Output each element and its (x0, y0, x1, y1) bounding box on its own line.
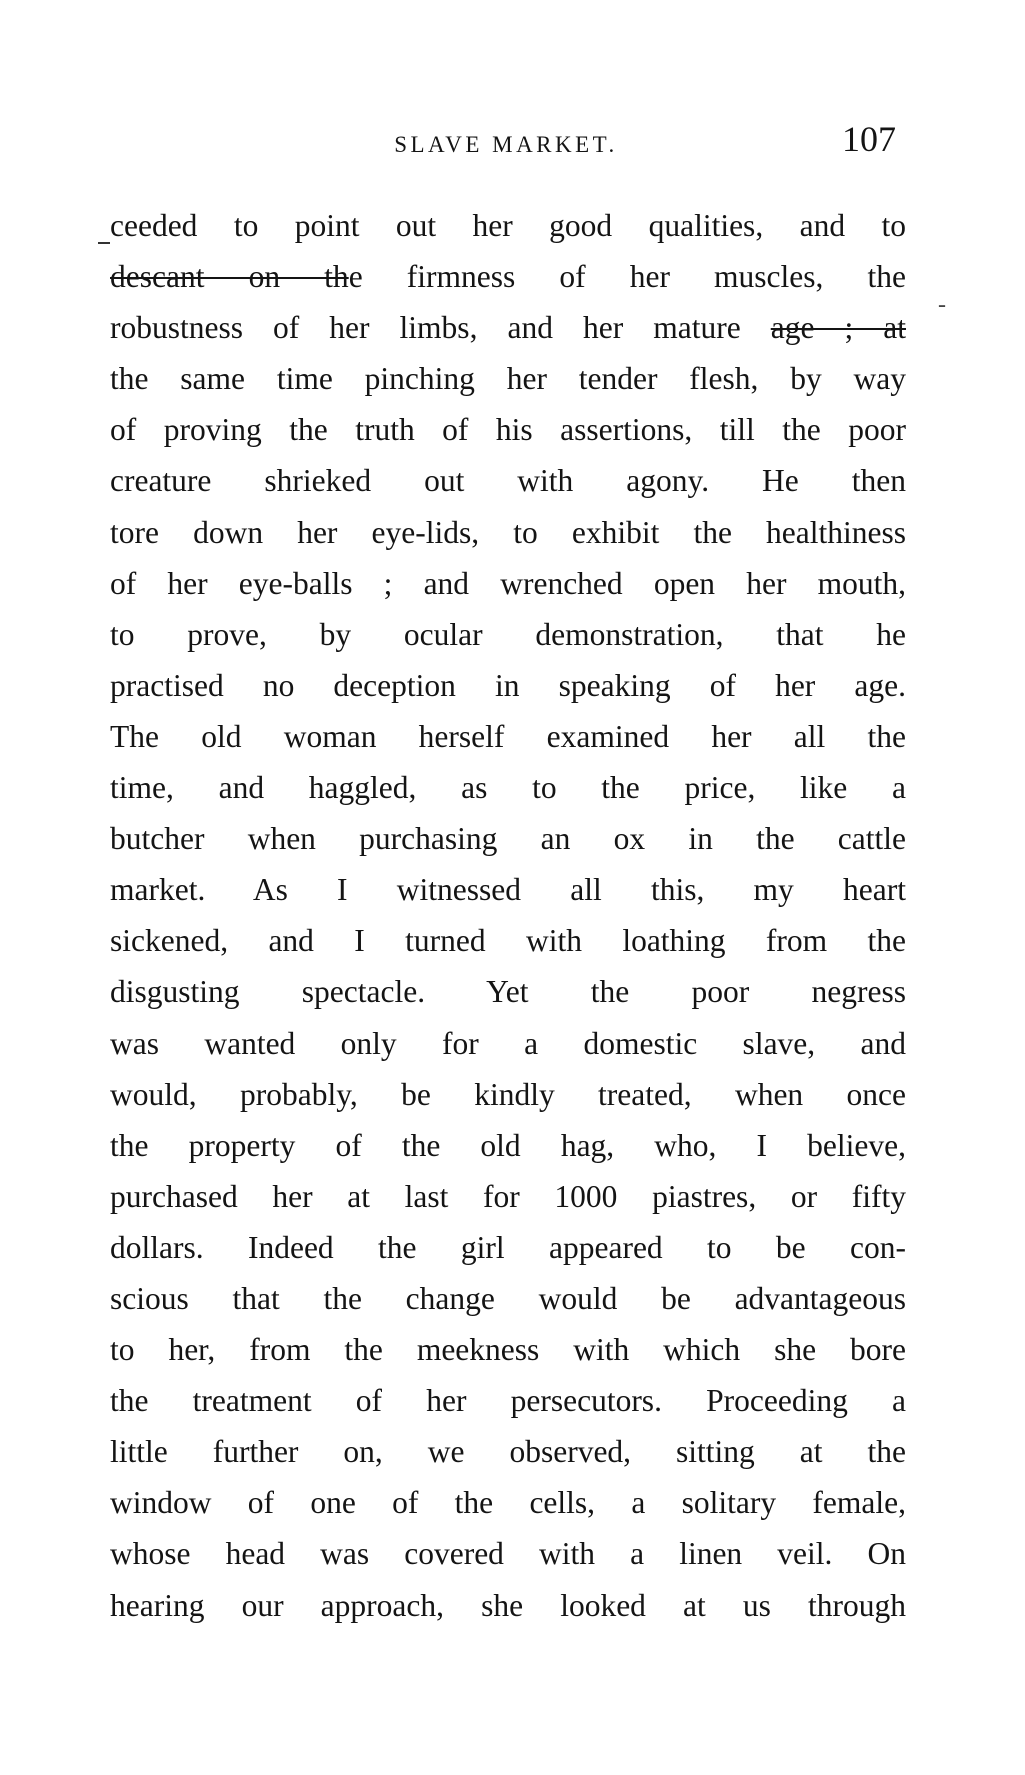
text-line: of proving the truth of his assertions, till the poor (110, 412, 906, 448)
text-line: little further on, we observed, sitting at the (110, 1434, 906, 1470)
text-line: market. As I witnessed all this, my heart (110, 872, 906, 908)
page-number: 107 (842, 119, 896, 159)
text-line: practised no deception in speaking of her age. (110, 667, 906, 703)
text-line: tore down her eye-lids, to exhibit the healthiness (110, 514, 906, 550)
margin-mark-left (98, 242, 110, 244)
text-line: scious that the change would be advantageous (110, 1280, 906, 1316)
margin-mark-right: - (938, 292, 946, 318)
struck-text: descant on th (110, 259, 349, 295)
text-line (110, 302, 906, 353)
running-title: SLAVE MARKET. (394, 132, 618, 157)
text-line (110, 251, 906, 302)
text-span: robustness of her limbs, and her mature (110, 310, 771, 346)
text-line: was wanted only for a domestic slave, and (110, 1025, 906, 1061)
text-line: of her eye-balls ; and wrenched open her mouth, (110, 565, 906, 601)
text-line: The old woman herself examined her all the (110, 718, 906, 754)
text-line: butcher when purchasing an ox in the cattle (110, 821, 906, 857)
running-head (108, 118, 904, 168)
text-line: would, probably, be kindly treated, when once (110, 1076, 906, 1112)
text-line: the treatment of her persecutors. Proceeding a (110, 1383, 906, 1419)
text-line: to her, from the meekness with which she bore (110, 1332, 906, 1368)
text-line: sickened, and I turned with loathing from the (110, 923, 906, 959)
text-span: e firmness of her muscles, the (348, 259, 906, 295)
text-line: the property of the old hag, who, I believe, (110, 1127, 906, 1163)
text-line: to prove, by ocular demonstration, that he (110, 616, 906, 652)
text-line: creature shrieked out with agony. He then (110, 463, 906, 499)
text-line: ceeded to point out her good qualities, and to (110, 208, 906, 243)
text-line: purchased her at last for 1000 piastres, or fifty (110, 1178, 906, 1214)
text-line: hearing our approach, she looked at us through (110, 1587, 906, 1623)
text-line: dollars. Indeed the girl appeared to be con- (110, 1229, 906, 1265)
text-line: window of one of the cells, a solitary female, (110, 1485, 906, 1521)
text-line: time, and haggled, as to the price, like a (110, 770, 906, 806)
text-line: the same time pinching her tender flesh, by way (110, 361, 906, 397)
body-text (110, 200, 906, 1631)
text-line: disgusting spectacle. Yet the poor negress (110, 974, 906, 1010)
text-line: whose head was covered with a linen veil. On (110, 1536, 906, 1572)
struck-text: age ; at (770, 310, 906, 346)
